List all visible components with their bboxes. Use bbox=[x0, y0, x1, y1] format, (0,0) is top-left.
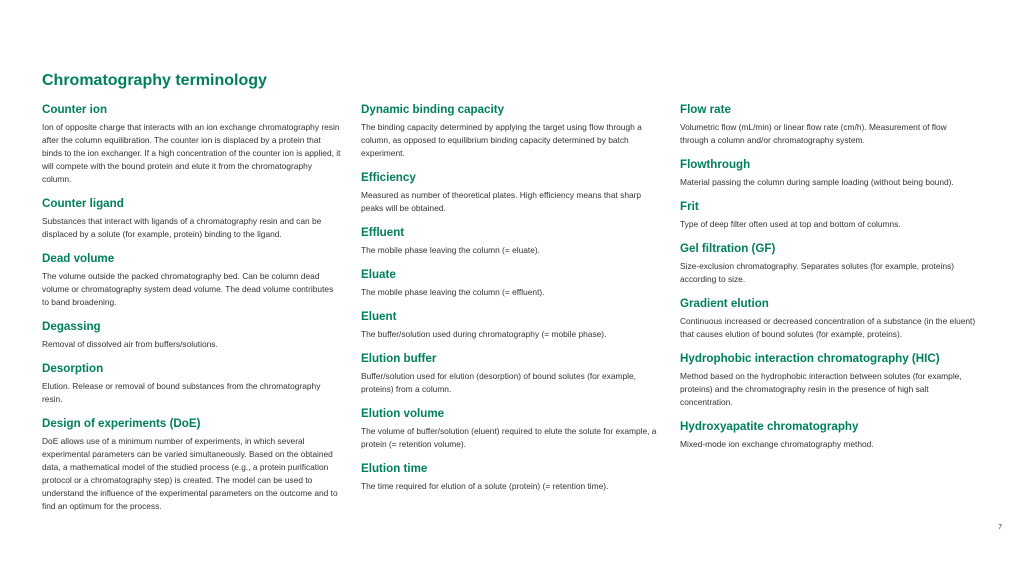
term-definition: Method based on the hydrophobic interaction between solutes (for example, proteins) and the chromatography resin in the presence of high salt concentration. bbox=[680, 371, 962, 407]
glossary-entry bbox=[680, 242, 976, 286]
glossary-entry bbox=[361, 462, 661, 493]
page-number: 7 bbox=[998, 524, 1002, 531]
glossary-entry bbox=[361, 352, 661, 396]
term-heading: Design of experiments (DoE) bbox=[42, 417, 201, 430]
term-definition: Continuous increased or decreased concentration of a substance (in the eluent) that causes elution of bound solutes (for example, proteins). bbox=[680, 316, 976, 339]
glossary-entry bbox=[42, 252, 342, 309]
glossary-entry bbox=[680, 420, 976, 451]
glossary-entry bbox=[42, 103, 342, 186]
term-definition: The volume of buffer/solution (eluent) required to elute the solute for example, a protein (= retention volume). bbox=[361, 426, 657, 449]
term-heading: Frit bbox=[680, 200, 699, 213]
term-heading: Effluent bbox=[361, 226, 405, 239]
term-definition: Removal of dissolved air from buffers/solutions. bbox=[42, 339, 218, 349]
term-heading: Desorption bbox=[42, 362, 104, 375]
glossary-entry bbox=[42, 362, 342, 406]
glossary-entry bbox=[680, 158, 976, 189]
glossary-entry bbox=[680, 297, 976, 341]
term-definition: Elution. Release or removal of bound substances from the chromatography resin. bbox=[42, 381, 321, 404]
glossary-entry bbox=[361, 268, 661, 299]
term-definition: The buffer/solution used during chromatography (= mobile phase). bbox=[361, 329, 607, 339]
term-heading: Efficiency bbox=[361, 171, 416, 184]
term-heading: Dead volume bbox=[42, 252, 115, 265]
term-heading: Hydrophobic interaction chromatography (HIC) bbox=[680, 352, 940, 365]
term-definition: The mobile phase leaving the column (= eluate). bbox=[361, 245, 541, 255]
page-title: Chromatography terminology bbox=[42, 72, 267, 89]
term-definition: Size-exclusion chromatography. Separates solutes (for example, proteins) according to size. bbox=[680, 261, 955, 284]
term-heading: Elution buffer bbox=[361, 352, 437, 365]
term-definition: Volumetric flow (mL/min) or linear flow rate (cm/h). Measurement of flow through a column and/or chromatography system. bbox=[680, 122, 947, 145]
glossary-entry bbox=[42, 320, 342, 351]
glossary-entry bbox=[680, 103, 976, 147]
term-definition: Measured as number of theoretical plates. High efficiency means that sharp peaks will be obtained. bbox=[361, 190, 642, 213]
term-definition: DoE allows use of a minimum number of experiments, in which several experimental parameters can be varied simultaneously. Based on the obtained data, a mathematical model of the studied process (e.g., a protein purification protocol or a chromatography step) is created. The model can be used to understand the influence of the experimental parameters on the outcome and to find an optimum for the process. bbox=[42, 436, 338, 511]
term-heading: Counter ligand bbox=[42, 197, 124, 210]
glossary-entry bbox=[361, 310, 661, 341]
term-heading: Eluent bbox=[361, 310, 397, 323]
term-definition: Substances that interact with ligands of a chromatography resin and can be displaced by a solute (for example, protein) binding to the ligand. bbox=[42, 216, 322, 239]
term-heading: Eluate bbox=[361, 268, 396, 281]
glossary-entry bbox=[680, 352, 976, 409]
glossary-entry bbox=[361, 171, 661, 215]
term-heading: Flowthrough bbox=[680, 158, 751, 171]
term-heading: Dynamic binding capacity bbox=[361, 103, 505, 116]
glossary-entry bbox=[361, 103, 661, 160]
term-definition: Mixed-mode ion exchange chromatography method. bbox=[680, 439, 874, 449]
term-heading: Counter ion bbox=[42, 103, 108, 116]
glossary-entry bbox=[680, 200, 976, 231]
glossary-column-2 bbox=[361, 103, 661, 504]
term-definition: Material passing the column during sample loading (without being bound). bbox=[680, 177, 954, 187]
term-heading: Elution volume bbox=[361, 407, 445, 420]
glossary-entry bbox=[42, 197, 342, 241]
term-heading: Degassing bbox=[42, 320, 101, 333]
term-heading: Gel filtration (GF) bbox=[680, 242, 776, 255]
term-definition: Ion of opposite charge that interacts with an ion exchange chromatography resin after the column equilibration. The counter ion is displaced by a protein that binds to the ion exchanger. If a high concentration of the counter ion is applied, it will compete with the bound protein and elute it from the chromatography column. bbox=[42, 122, 341, 184]
term-heading: Hydroxyapatite chromatography bbox=[680, 420, 859, 433]
glossary-entry bbox=[42, 417, 342, 513]
term-definition: The volume outside the packed chromatography bed. Can be column dead volume or chromatography system dead volume. The dead volume contributes to band broadening. bbox=[42, 271, 334, 307]
term-heading: Elution time bbox=[361, 462, 428, 475]
glossary-column-1 bbox=[42, 103, 342, 524]
term-heading: Gradient elution bbox=[680, 297, 769, 310]
term-heading: Flow rate bbox=[680, 103, 731, 116]
term-definition: The mobile phase leaving the column (= effluent). bbox=[361, 287, 545, 297]
term-definition: Type of deep filter often used at top and bottom of columns. bbox=[680, 219, 901, 229]
glossary-entry bbox=[361, 226, 661, 257]
glossary-column-3 bbox=[680, 103, 976, 462]
term-definition: Buffer/solution used for elution (desorption) of bound solutes (for example, proteins) from a column. bbox=[361, 371, 636, 394]
glossary-entry bbox=[361, 407, 661, 451]
term-definition: The binding capacity determined by applying the target using flow through a column, as opposed to equilibrium binding capacity determined by batch experiment. bbox=[361, 122, 642, 158]
term-definition: The time required for elution of a solute (protein) (= retention time). bbox=[361, 481, 609, 491]
